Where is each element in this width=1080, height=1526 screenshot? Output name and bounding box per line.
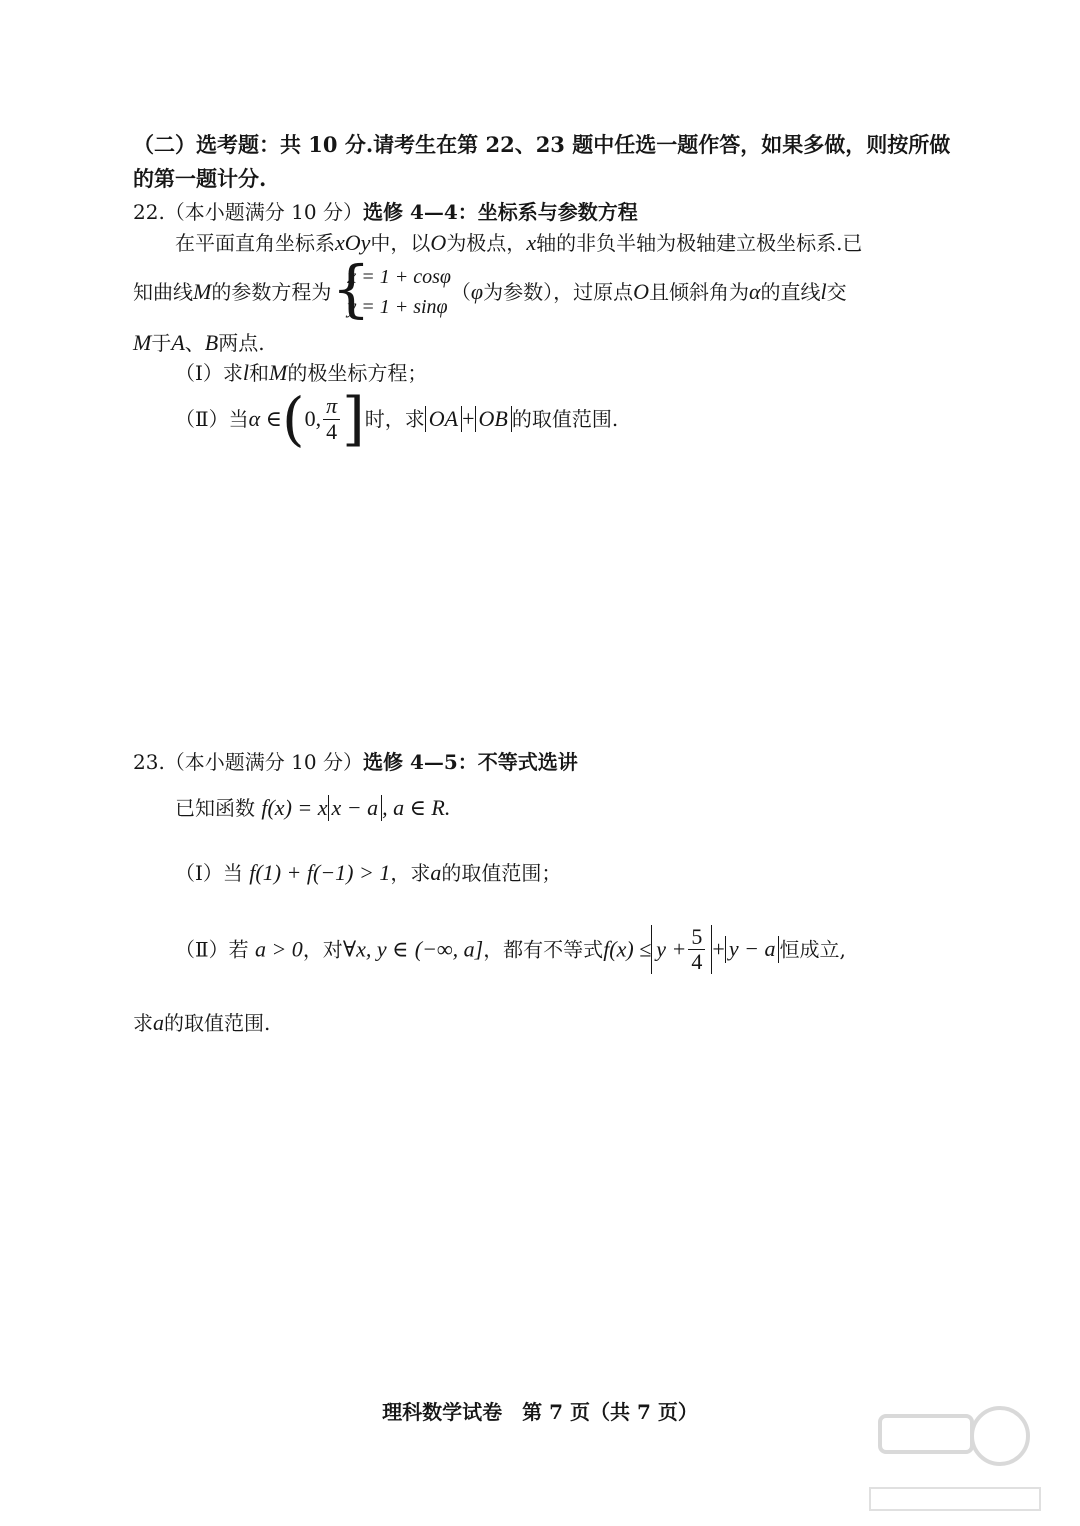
q23-text: ，对 [302, 937, 343, 962]
math-var: l [242, 360, 250, 385]
q23-text: 的取值范围. [164, 1011, 271, 1035]
open-paren: ( [281, 385, 305, 453]
q22-text: 在平面直角坐标系 [175, 231, 335, 255]
math-expr: , a ∈ R. [382, 795, 451, 820]
math-expr: f(x) = x [261, 795, 328, 820]
q22-text: 和 [249, 361, 270, 385]
math-interval: (−∞, a] [414, 936, 484, 962]
q22-text: 时，求 [364, 407, 425, 431]
math-var: x [526, 230, 537, 255]
q22-text: 交 [826, 280, 847, 304]
math-expr: α ∈ [248, 405, 282, 431]
math-expr: a > 0 [254, 936, 303, 962]
q22-part-i [175, 360, 427, 386]
q22-text: 为参数），过原点 [483, 280, 634, 304]
q23-part-ii [175, 925, 846, 974]
math-expr: y + [656, 936, 687, 962]
equation-y: y = 1 + sinφ [347, 296, 448, 318]
math-var: l [820, 278, 827, 304]
part-label: （Ⅰ）求 [175, 361, 243, 385]
math-var: φ [470, 278, 484, 304]
page-footer: 理科数学试卷 第 7 页（共 7 页） [382, 1400, 698, 1424]
q22-text: （ [450, 280, 471, 304]
close-bracket: ] [342, 385, 365, 453]
part-label: （Ⅰ）当 [175, 861, 243, 885]
denominator: 4 [323, 419, 340, 444]
math-var: O [633, 278, 649, 304]
q22-paragraph-line1 [175, 230, 862, 256]
q23-text: ，求 [390, 861, 431, 885]
math-var: xOy [335, 230, 371, 255]
q22-topic: 选修 4—4：坐标系与参数方程 [362, 200, 638, 224]
q23-topic: 选修 4—5：不等式选讲 [362, 750, 578, 774]
five-fourths-fraction [688, 925, 705, 974]
q23-text: 已知函数 [175, 796, 255, 820]
q23-text: 求 [133, 1011, 153, 1035]
math-expr: f(1) + f(−1) > 1 [249, 860, 391, 885]
q23-text: 恒成立, [779, 937, 846, 962]
part-label: （Ⅱ）若 [175, 937, 249, 962]
q23-header [133, 750, 578, 774]
equation-x: x = 1 + cosφ [347, 266, 451, 288]
section-heading-line1: （二）选考题：共 10 分.请考生在第 22、23 题中任选一题作答，如果多做，则按所做 [133, 132, 951, 157]
math-var: B [204, 330, 219, 355]
numerator: 5 [691, 924, 703, 949]
q23-number: 23.（本小题满分 10 分） [133, 750, 363, 774]
q22-text: 中，以 [370, 231, 431, 255]
math-var: A [171, 330, 185, 355]
q22-text: 两点. [218, 331, 265, 355]
section-heading-line2: 的第一题计分. [133, 166, 267, 191]
q22-number: 22.（本小题满分 10 分） [133, 200, 363, 224]
q22-text: 于 [151, 331, 172, 355]
q22-text: 的取值范围. [511, 407, 619, 431]
math-expr: f(x) ≤ [603, 936, 652, 962]
math-var: α [748, 278, 761, 304]
watermark-shape-icon [860, 1396, 1050, 1516]
plus-sign: + [462, 405, 475, 431]
q22-part-ii [175, 385, 619, 453]
math-expr: ∀x, y ∈ [342, 936, 409, 962]
q22-text: 的直线 [760, 280, 821, 304]
q22-paragraph-line3 [133, 330, 265, 356]
watermark-logo [860, 1396, 1050, 1516]
abs-y-minus-a: y − a [725, 936, 780, 962]
abs-x-minus-a: x − a [328, 795, 383, 821]
abs-ob: OB [475, 406, 512, 432]
denominator: 4 [688, 949, 705, 974]
part-label: （Ⅱ）当 [175, 407, 249, 431]
abs-oa: OA [425, 406, 462, 432]
abs-y-plus-five-fourths [651, 925, 712, 974]
q22-header [133, 200, 638, 224]
parametric-system [331, 252, 451, 325]
q22-text: 为极点， [446, 231, 527, 255]
q22-text: 的极坐标方程； [287, 361, 428, 385]
brace-glyph: { [331, 252, 371, 325]
q22-text: 的参数方程为 [211, 280, 332, 304]
q23-paragraph-line1 [175, 795, 450, 821]
q22-paragraph-line2 [133, 252, 847, 325]
pi-over-four-fraction [323, 394, 340, 443]
math-var: O [430, 230, 447, 255]
numerator: π [326, 393, 338, 419]
q23-text: ，都有不等式 [483, 937, 604, 962]
math-var: a [153, 1010, 164, 1035]
q23-text: 的取值范围； [441, 861, 562, 885]
math-var: a [430, 860, 442, 885]
math-var: M [133, 330, 152, 355]
math-expr: 0, [304, 405, 322, 431]
q23-part-i [175, 860, 561, 886]
q22-text: 轴的非负半轴为极轴建立极坐标系.已 [536, 231, 863, 255]
q22-text: 知曲线 [133, 280, 193, 304]
plus-sign: + [712, 936, 725, 962]
math-var: M [269, 360, 288, 385]
q22-text: 、 [184, 331, 205, 355]
q23-part-ii-line2 [133, 1010, 270, 1036]
q22-text: 且倾斜角为 [648, 280, 749, 304]
math-var: M [193, 278, 212, 304]
